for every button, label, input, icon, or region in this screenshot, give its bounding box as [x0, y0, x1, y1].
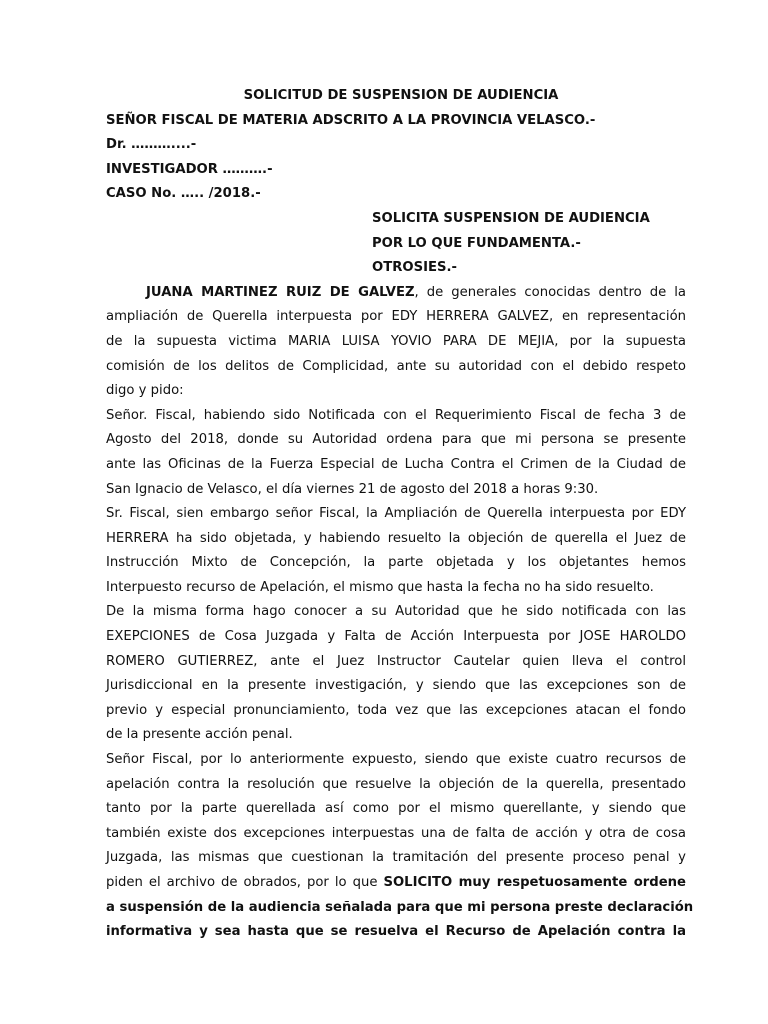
paragraph-exceptions — [106, 600, 686, 748]
body-line: digo y pido: — [106, 383, 184, 399]
body-line: tanto por la parte querellada así como por el mismo querellante, y siendo que — [106, 801, 686, 817]
body-line: Juzgada, las mismas que cuestionan la tramitación del presente proceso penal y — [106, 850, 686, 866]
request-bold-line: a suspensión de la audiencia señalada para que mi persona preste declaración — [106, 899, 694, 915]
request-line-bold: SOLICITO muy respetuosamente ordene — [383, 875, 686, 890]
paragraph-request — [106, 748, 694, 945]
body-line: Instrucción Mixto de Concepción, la parte objetada y los objetantes hemos — [106, 555, 686, 571]
intro-line — [106, 281, 686, 306]
body-line: previo y especial pronunciamiento, toda vez que las excepciones atacan el fondo — [106, 702, 686, 718]
request-bold-line: informativa y sea hasta que se resuelva el Recurso de Apelación contra la — [106, 924, 686, 940]
body-line: Sr. Fiscal, sien embargo señor Fiscal, la Ampliación de Querella interpuesta por EDY — [106, 506, 686, 522]
body-line: de la supuesta victima MARIA LUISA YOVIO PARA DE MEJIA, por la supuesta — [106, 333, 686, 349]
body-line: Interpuesto recurso de Apelación, el mismo que hasta la fecha no ha sido resuelto. — [106, 579, 654, 595]
case-number-line: CASO No. ….. /2018.- — [106, 186, 261, 202]
summary-line-2: POR LO QUE FUNDAMENTA.- — [372, 235, 581, 251]
body-line: ampliación de Querella interpuesta por EDY HERRERA GALVEZ, en representación — [106, 309, 686, 325]
body-line: De la misma forma hago conocer a su Autoridad que he sido notificada con las — [106, 604, 686, 620]
addressee-line: SEÑOR FISCAL DE MATERIA ADSCRITO A LA PROVINCIA VELASCO.- — [106, 112, 596, 128]
request-line-normal: piden el archivo de obrados, por lo que — [106, 875, 384, 890]
body-line: HERRERA ha sido objetada, y habiendo resuelto la objeción de querella el Juez de — [106, 530, 686, 546]
summary-line-1: SOLICITA SUSPENSION DE AUDIENCIA — [372, 210, 650, 226]
doctor-line: Dr. ………....- — [106, 137, 197, 153]
body-line: EXEPCIONES de Cosa Juzgada y Falta de Acción Interpuesta por JOSE HAROLDO — [106, 629, 686, 645]
body-line: ante las Oficinas de la Fuerza Especial de Lucha Contra el Crimen de la Ciudad de — [106, 456, 686, 472]
body-line: Jurisdiccional en la presente investigación, y siendo que las excepciones son de — [106, 678, 686, 694]
paragraph-appeal — [106, 502, 686, 600]
summary-line-3: OTROSIES.- — [372, 260, 457, 276]
body-line: San Ignacio de Velasco, el día viernes 21 de agosto del 2018 a horas 9:30. — [106, 481, 599, 497]
body-line: también existe dos excepciones interpuestas una de falta de acción y otra de cosa — [106, 825, 686, 841]
paragraph-intro — [106, 281, 686, 404]
petitioner-name: JUANA MARTINEZ RUIZ DE GALVEZ — [146, 284, 415, 300]
request-line — [106, 871, 686, 896]
body-line: apelación contra la resolución que resuelve la objeción de la querella, presentado — [106, 776, 686, 792]
intro-line-rest: , de generales conocidas dentro de la — [414, 284, 686, 300]
body-line: Señor. Fiscal, habiendo sido Notificada con el Requerimiento Fiscal de fecha 3 de — [106, 407, 686, 423]
body-line: Señor Fiscal, por lo anteriormente expuesto, siendo que existe cuatro recursos de — [106, 752, 686, 768]
body-line: Agosto del 2018, donde su Autoridad ordena para que mi persona se presente — [106, 432, 686, 448]
body-line: ROMERO GUTIERREZ, ante el Juez Instructor Cautelar quien lleva el control — [106, 653, 686, 669]
body-line: comisión de los delitos de Complicidad, ante su autoridad con el debido respeto — [106, 358, 686, 374]
document-title: SOLICITUD DE SUSPENSION DE AUDIENCIA — [243, 88, 559, 103]
body-line: de la presente acción penal. — [106, 727, 293, 743]
investigator-line: INVESTIGADOR ……….- — [106, 161, 273, 177]
paragraph-notification — [106, 404, 686, 502]
